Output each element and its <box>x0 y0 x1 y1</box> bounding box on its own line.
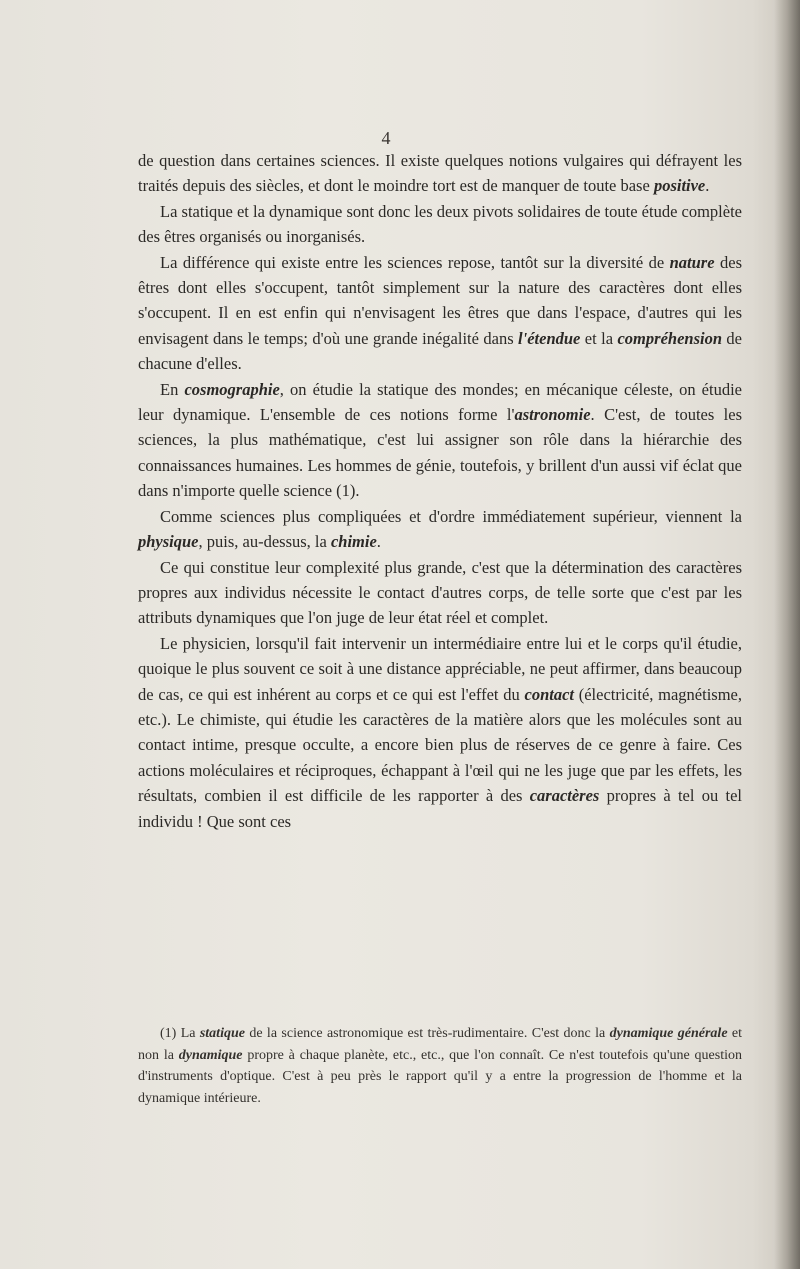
page-edge-shadow <box>774 0 800 1269</box>
text-run: de question dans certaines sciences. Il existe quelques notions vulgaires qui défrayent les traités depuis des siècles, et dont le moindre tort est de manquer de toute base <box>138 151 742 196</box>
emphasis-text: positive <box>653 176 706 196</box>
emphasis-text: compréhension <box>617 328 722 348</box>
text-run: La différence qui existe entre les sciences repose, tantôt sur la diversité de <box>160 252 670 272</box>
emphasis-text: chimie <box>330 532 377 552</box>
text-run: Comme sciences plus compliquées et d'ordre immédiatement supérieur, viennent la <box>160 506 742 526</box>
text-run: . C'est, de toutes les sciences, la plus mathématique, c'est lui assigner son rôle dans la hiérarchie des connaissances humaines. Les hommes de génie, toutefois, y brillent d'un aussi vif éclat que dans n'importe quelle science (1). <box>138 405 743 501</box>
paragraph-1 <box>138 148 742 199</box>
page-number: 4 <box>381 128 391 148</box>
emphasis-text: physique <box>138 532 199 552</box>
paragraph-5 <box>138 504 742 555</box>
text-run: , on étudie la statique des mondes; en mécanique céleste, on étudie leur dynamique. L'ensemble de ces notions forme l' <box>138 379 742 425</box>
text-run: , puis, au-dessus, la <box>198 532 331 552</box>
text-run: (électricité, magnétisme, etc.). Le chimiste, qui étudie les caractères de la matière alors que les molécules sont au contact intime, presque occulte, a encore bien plus de réserves de ce genre à faire. Ces actions moléculaires et réciproques, échappant à l'œil qui ne les juge que par les effets, les résultats, combien il est difficile de les rapporter à des <box>138 684 742 806</box>
footnote-text <box>138 1023 742 1109</box>
emphasis-text: caractères <box>529 786 600 806</box>
text-run: Le physicien, lorsqu'il fait intervenir un intermédiaire entre lui et le corps qu'il étudie, quoique le plus souvent ce soit à une distance appréciable, ne peut affirmer, dans beaucoup de cas, ce qui est inhérent au corps et ce qui est l'effet du <box>138 633 742 704</box>
emphasis-text: dynamique <box>178 1047 243 1063</box>
text-run: En <box>160 379 185 399</box>
emphasis-text: contact <box>524 684 574 704</box>
emphasis-text: astronomie <box>514 405 591 425</box>
emphasis-text: cosmographie <box>184 379 280 399</box>
body-text <box>138 148 742 834</box>
paragraph-6 <box>138 555 742 631</box>
paragraph-4 <box>138 377 742 504</box>
text-run: (1) La <box>160 1026 200 1041</box>
text-run: et la <box>580 328 618 348</box>
text-run: Ce qui constitue leur complexité plus grande, c'est que la détermination des caractères propres aux individus nécessite le contact d'autres corps, de telle sorte que c'est par les attributs dynamiques que l'on juge de leur état réel et complet. <box>138 557 742 628</box>
footnote <box>138 1023 742 1109</box>
text-run: de chacune d'elles. <box>138 328 743 374</box>
text-run: de la science astronomique est très-rudimentaire. C'est donc la <box>244 1026 610 1041</box>
emphasis-text: l'étendue <box>518 328 581 348</box>
text-run: . <box>705 176 710 196</box>
emphasis-text: statique <box>199 1026 245 1041</box>
text-run: . <box>376 532 381 552</box>
paragraph-2 <box>138 199 742 250</box>
text-run: propres à tel ou tel individu ! Que sont ces <box>138 786 742 831</box>
text-run: propre à chaque planète, etc., etc., que l'on connaît. Ce n'est toutefois qu'une question d'instruments d'optique. C'est à peu près le rapport qu'il y a entre la progression de l'homme et la dynamique intérieure. <box>138 1047 742 1106</box>
text-run: et non la <box>138 1026 743 1063</box>
paragraph-7 <box>138 631 742 834</box>
paragraph-3 <box>138 250 742 377</box>
text-run: La statique et la dynamique sont donc les deux pivots solidaires de toute étude complète des êtres organisés ou inorganisés. <box>138 201 742 247</box>
emphasis-text: nature <box>669 252 715 272</box>
text-run: des êtres dont elles s'occupent, tantôt simplement sur la nature des caractères dont elles s'occupent. Il en est enfin qui n'envisagent les êtres que dans l'espace, d'autres qui les envisagent dans le temps; d'où une grande inégalité dans <box>138 252 742 348</box>
emphasis-text: dynamique générale <box>609 1026 728 1041</box>
